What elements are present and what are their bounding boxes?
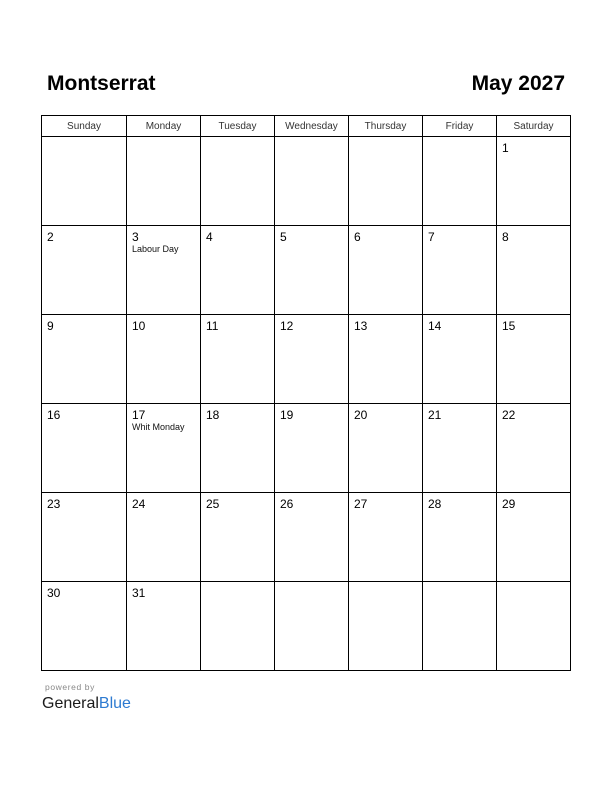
day-number: 9: [47, 319, 54, 333]
country-title: Montserrat: [47, 72, 156, 95]
day-number: 1: [502, 141, 509, 155]
day-cell: [201, 404, 275, 493]
day-cell: [127, 226, 201, 315]
powered-by-text: powered by: [45, 682, 95, 692]
calendar-grid: [41, 115, 571, 671]
week-row: [42, 315, 571, 404]
holiday-label: Labour Day: [132, 244, 179, 254]
day-cell: [497, 137, 571, 226]
day-number: 30: [47, 586, 61, 600]
week-row: [42, 582, 571, 671]
logo-blue-text: Blue: [98, 695, 131, 712]
week-row: [42, 493, 571, 582]
day-number: 8: [502, 230, 509, 244]
day-cell: [127, 582, 201, 671]
weekday-header: Tuesday: [201, 116, 275, 137]
day-number: [275, 137, 348, 141]
day-number: [423, 582, 496, 586]
weekday-header: Thursday: [349, 116, 423, 137]
day-number: [127, 137, 200, 141]
day-number: [349, 582, 422, 586]
day-cell: [349, 582, 423, 671]
day-number: 22: [502, 408, 516, 422]
day-cell: [42, 404, 127, 493]
week-row: [42, 137, 571, 226]
day-number: 11: [206, 319, 219, 333]
weekday-header: Monday: [127, 116, 201, 137]
day-cell: [127, 493, 201, 582]
weekday-header: Wednesday: [275, 116, 349, 137]
day-cell: [423, 137, 497, 226]
week-row: [42, 226, 571, 315]
day-number: 31: [132, 586, 146, 600]
day-cell: [497, 493, 571, 582]
day-number: [423, 137, 496, 141]
day-number: 6: [354, 230, 361, 244]
day-number: 18: [206, 408, 220, 422]
day-cell: [349, 226, 423, 315]
day-number: 21: [428, 408, 442, 422]
day-cell: [349, 493, 423, 582]
weekday-header-row: [42, 116, 571, 137]
week-row: [42, 404, 571, 493]
day-number: 19: [280, 408, 294, 422]
day-number: 28: [428, 497, 442, 511]
day-cell: [127, 404, 201, 493]
day-number: 14: [428, 319, 442, 333]
day-cell: [423, 315, 497, 404]
day-cell: [42, 582, 127, 671]
day-number: 23: [47, 497, 61, 511]
day-cell: [349, 137, 423, 226]
day-cell: [275, 226, 349, 315]
day-cell: [201, 582, 275, 671]
day-cell: [497, 404, 571, 493]
day-cell: [497, 226, 571, 315]
day-number: 17: [132, 408, 146, 422]
day-cell: [42, 493, 127, 582]
day-number: 29: [502, 497, 516, 511]
day-number: 5: [280, 230, 287, 244]
day-number: 25: [206, 497, 220, 511]
day-number: 2: [47, 230, 54, 244]
day-number: [497, 582, 570, 586]
day-cell: [127, 137, 201, 226]
day-cell: [423, 582, 497, 671]
day-number: 10: [132, 319, 146, 333]
day-cell: [42, 315, 127, 404]
month-year-title: May 2027: [471, 72, 565, 95]
day-cell: [201, 315, 275, 404]
day-number: 3: [132, 230, 139, 244]
day-cell: [201, 137, 275, 226]
day-number: 16: [47, 408, 61, 422]
day-number: 13: [354, 319, 368, 333]
day-cell: [275, 315, 349, 404]
day-number: 4: [206, 230, 213, 244]
day-number: 26: [280, 497, 294, 511]
day-cell: [275, 137, 349, 226]
day-cell: [275, 493, 349, 582]
weekday-header: Saturday: [497, 116, 571, 137]
day-number: 27: [354, 497, 368, 511]
day-number: [275, 582, 348, 586]
day-cell: [349, 315, 423, 404]
day-cell: [423, 493, 497, 582]
day-number: 15: [502, 319, 516, 333]
day-cell: [497, 582, 571, 671]
logo-general-text: General: [42, 695, 99, 712]
day-cell: [42, 226, 127, 315]
day-cell: [275, 404, 349, 493]
day-cell: [201, 226, 275, 315]
day-number: [42, 137, 126, 141]
generalblue-logo[interactable]: [42, 694, 131, 714]
day-number: [201, 137, 274, 141]
day-number: 12: [280, 319, 294, 333]
day-number: 7: [428, 230, 435, 244]
day-cell: [497, 315, 571, 404]
weekday-header: Sunday: [42, 116, 127, 137]
day-number: 24: [132, 497, 146, 511]
day-cell: [349, 404, 423, 493]
day-number: [349, 137, 422, 141]
day-number: 20: [354, 408, 368, 422]
weekday-header: Friday: [423, 116, 497, 137]
day-number: [201, 582, 274, 586]
day-cell: [42, 137, 127, 226]
day-cell: [275, 582, 349, 671]
day-cell: [423, 226, 497, 315]
holiday-label: Whit Monday: [132, 422, 185, 432]
day-cell: [423, 404, 497, 493]
day-cell: [201, 493, 275, 582]
day-cell: [127, 315, 201, 404]
